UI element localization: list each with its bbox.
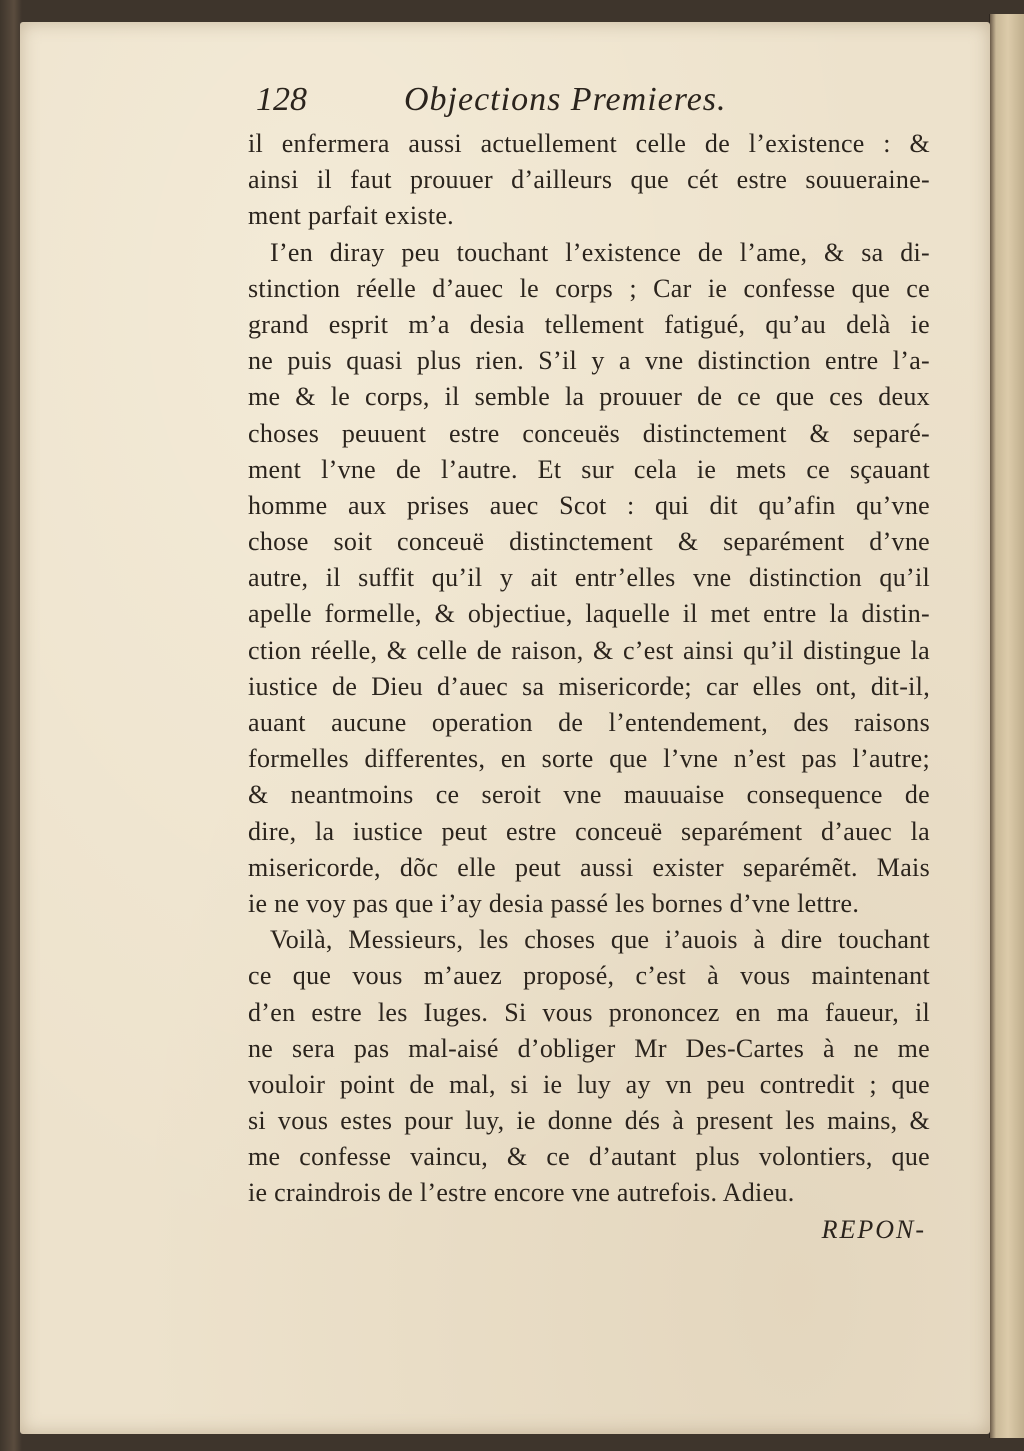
text-line: ne sera pas mal-aisé d’obliger Mr Des-Cartes à ne me (248, 1033, 930, 1063)
text-line: auant aucune operation de l’entendement, des raisons (248, 708, 930, 737)
text-line: apelle formelle, & objectiue, laquelle il met entre la distin- (248, 599, 930, 629)
text-line: chose soit conceuë distinctement & separément d’vne (248, 527, 930, 557)
text-line: vouloir point de mal, si ie luy ay vn peu contredit ; que (248, 1069, 930, 1099)
text-line: ment parfait existe. (248, 201, 454, 231)
text-line: formelles differentes, en sorte que l’vne n’est pas l’autre; (248, 744, 930, 774)
text-line: autre, il suffit qu’il y ait entr’elles vne distinction qu’il (248, 563, 930, 593)
text-line: me confesse vaincu, & ce d’autant plus volontiers, que (248, 1142, 930, 1172)
next-page-edge (989, 14, 1024, 1438)
text-line: iustice de Dieu d’auec sa misericorde; car elles ont, dit-il, (248, 671, 930, 701)
body-text (248, 126, 930, 1212)
text-line: ment l’vne de l’autre. Et sur cela ie mets ce sçauant (248, 454, 930, 484)
text-line: stinction réelle d’auec le corps ; Car ie confesse que ce (248, 273, 930, 303)
text-block (248, 80, 930, 1248)
text-line: ainsi il faut prouuer d’ailleurs que cét estre souueraine- (248, 165, 930, 195)
text-line: ie ne voy pas que i’ay desia passé les bornes d’vne lettre. (248, 888, 860, 918)
running-head-title: Objections Premieres. (404, 81, 727, 118)
text-line: homme aux prises auec Scot : qui dit qu’afin qu’vne (248, 490, 930, 520)
page-number: 128 (256, 81, 307, 118)
running-head (248, 80, 930, 126)
catchword: REPON- (821, 1214, 926, 1244)
text-line: si vous estes pour luy, ie donne dés à present les mains, & (248, 1106, 930, 1136)
text-line: me & le corps, il semble la prouuer de ce que ces deux (248, 382, 930, 412)
text-line: grand esprit m’a desia tellement fatigué, qu’au delà ie (248, 309, 930, 339)
text-line: Voilà, Messieurs, les choses que i’auois à dire touchant (270, 925, 930, 955)
text-line: ce que vous m’auez proposé, c’est à vous maintenant (248, 961, 930, 991)
text-line: il enfermera aussi actuellement celle de l’existence : & (248, 129, 930, 158)
text-line: ction réelle, & celle de raison, & c’est ainsi qu’il distingue la (248, 635, 930, 665)
text-line: ie craindrois de l’estre encore vne autrefois. Adieu. (248, 1178, 795, 1208)
text-line: choses peuuent estre conceuës distinctement & separé- (248, 418, 930, 448)
text-line: d’en estre les Iuges. Si vous prononcez en ma faueur, il (248, 997, 930, 1027)
text-line: dire, la iustice peut estre conceuë separément d’auec la (248, 816, 930, 846)
text-line: ne puis quasi plus rien. S’il y a vne distinction entre l’a- (248, 346, 930, 376)
text-line: misericorde, dõc elle peut aussi exister separémẽt. Mais (248, 852, 930, 882)
text-line: I’en diray peu touchant l’existence de l’ame, & sa di- (270, 237, 930, 267)
text-line: & neantmoins ce seroit vne mauuaise consequence de (248, 780, 930, 810)
